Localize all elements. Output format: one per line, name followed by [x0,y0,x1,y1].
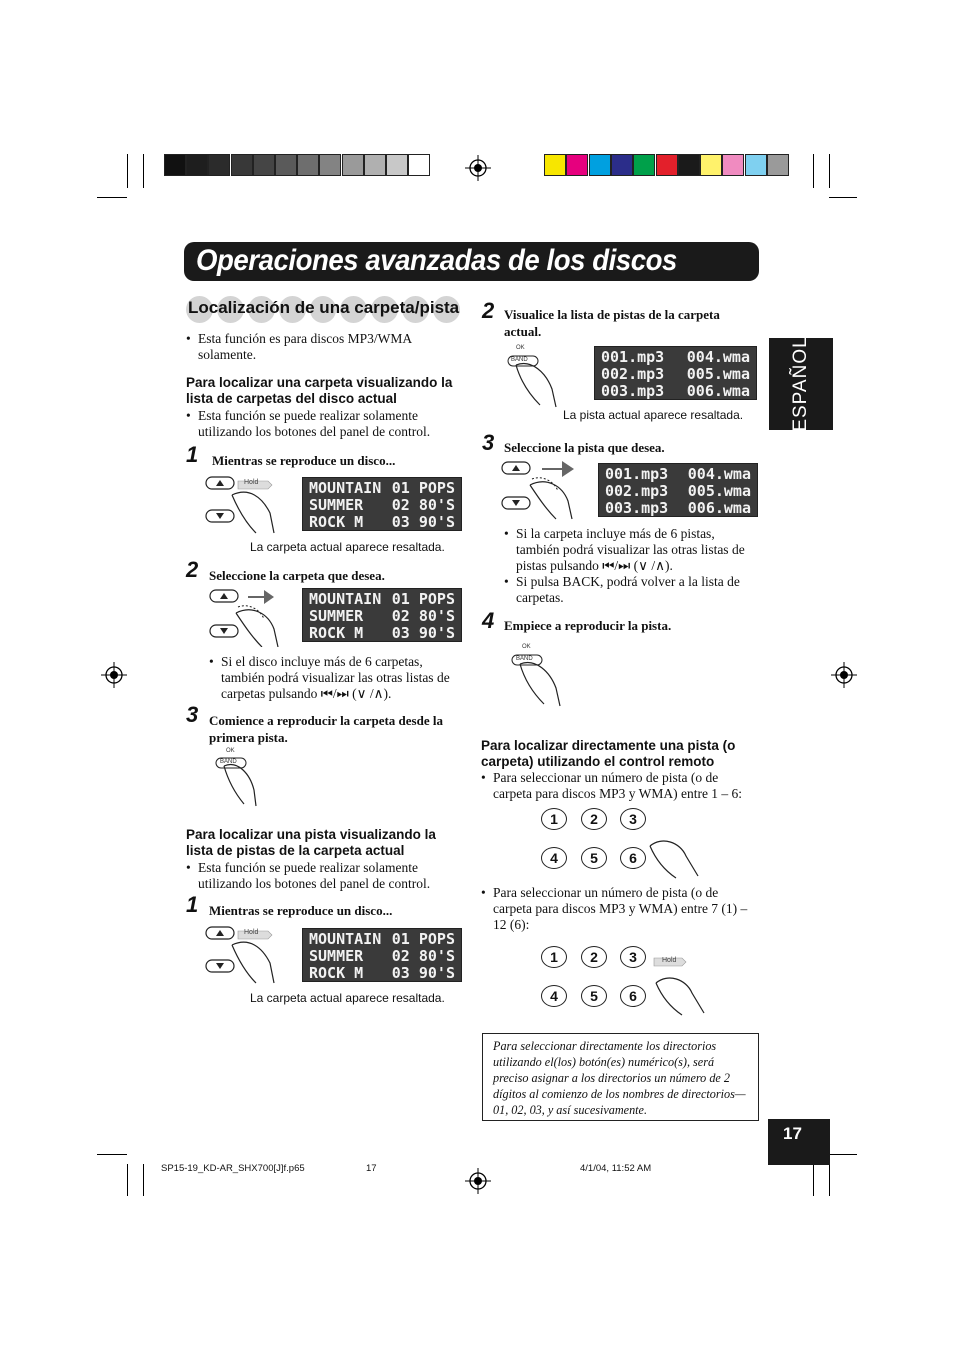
registration-mark-icon [465,155,491,181]
band-button-press-icon [214,746,264,808]
lcd-track-list [598,463,758,517]
footer-filename: SP15-19_KD-AR_SHX700[J]f.p65 [161,1163,305,1174]
remote-key-4: 4 [541,847,567,869]
step-text: Mientras se reproduce un disco... [212,453,396,468]
section-title: Localización de una carpeta/pista [188,298,460,317]
lcd-cell: 02 80'S [391,496,455,514]
ok-label: OK [522,644,531,650]
color-swatch [275,154,297,176]
language-tab [769,338,833,430]
color-swatch [364,154,386,176]
lcd-cell: 002.mp3 [601,365,665,383]
subsection-heading: Para localizar directamente una pista (o carpeta) utilizando el control remoto [481,738,736,769]
subsection-heading: Para localizar una carpeta visualizando la lista de carpetas del disco actual [186,375,453,406]
step-bullet: • Si pulsa BACK, podrá volver a la lista de carpetas. [504,574,740,605]
note-text: Para seleccionar directamente los directorios utilizando el(los) botón(es) numérico(s), será preciso asignar a los directorios un número de 2 dígitos al comienzo de los nombres de directorios—01, 02, 03, y así sucesivamente. [493,1039,746,1117]
hold-label: Hold [244,479,259,486]
step-number: 1 [186,892,199,917]
intro-bullet: • Esta función es para discos MP3/WMA solamente. [186,331,412,362]
step-number: 4 [482,608,495,633]
subsection-heading: Para localizar una pista visualizando la lista de pistas de la carpeta actual [186,827,436,858]
note-box [482,1033,759,1121]
color-swatch [611,154,633,176]
caption: La carpeta actual aparece resaltada. [250,540,445,554]
crop-mark [829,1164,830,1196]
remote-key-6: 6 [620,985,646,1007]
crop-mark [829,197,857,198]
lcd-cell: 001.mp3 [601,348,665,366]
lcd-cell: 005.wma [686,365,750,383]
lcd-cell: ROCK M [309,624,364,642]
crop-mark [829,154,830,188]
select-down-hand-icon [208,585,288,647]
remote-key-3: 3 [620,808,646,830]
remote-key-3: 3 [620,946,646,968]
lcd-folder-list [302,588,462,642]
registration-mark-icon [465,1168,491,1194]
crop-mark [127,154,128,188]
lcd-track-list [594,346,757,400]
color-swatch [297,154,319,176]
subsection-bullet: • Para seleccionar un número de pista (o de carpeta para discos MP3 y WMA) entre 1 – 6: [481,770,743,801]
registration-mark-icon [831,662,857,688]
lcd-cell: ROCK M [309,964,364,982]
lcd-cell: 006.wma [687,499,751,517]
color-swatch [767,154,789,176]
band-label: BAND [220,759,237,765]
lcd-cell: 02 80'S [391,947,455,965]
color-swatch [386,154,408,176]
remote-key-2: 2 [581,946,607,968]
step-number: 2 [186,557,199,582]
hold-label: Hold [244,929,259,936]
crop-mark [127,1164,128,1196]
lcd-folder-list [302,928,462,982]
step-text: Visualice la lista de pistas de la carpeta actual. [504,307,720,339]
crop-mark [813,154,814,188]
step-bullet: • Si el disco incluye más de 6 carpetas, también podrá visualizar las otras listas de carpetas pulsando ⏮/⏭ (∨ /∧). [209,654,450,701]
crop-mark [97,1154,127,1155]
lcd-folder-list [302,477,462,531]
remote-key-4: 4 [541,985,567,1007]
lcd-cell: ROCK M [309,513,364,531]
title-banner [184,242,759,281]
color-swatch [319,154,341,176]
color-swatch [656,154,678,176]
subsection-bullet: • Esta función se puede realizar solamente utilizando los botones del panel de control. [186,860,431,891]
color-swatch [164,154,186,176]
color-swatch [208,154,230,176]
lcd-cell: SUMMER [309,607,364,625]
lcd-cell: 001.mp3 [605,465,669,483]
crop-mark [829,1154,857,1155]
step-number: 1 [186,442,199,467]
ok-label: OK [516,345,525,351]
page-number: 17 [783,1124,802,1143]
color-swatch [253,154,275,176]
band-label: BAND [511,357,528,363]
step-text: Empiece a reproducir la pista. [504,618,672,633]
color-swatch [745,154,767,176]
color-swatch [544,154,566,176]
band-button-press-icon [510,642,570,708]
remote-key-5: 5 [581,847,607,869]
registration-mark-icon [101,662,127,688]
color-swatch [633,154,655,176]
lcd-cell: 01 POPS [391,479,455,497]
lcd-cell: 01 POPS [391,590,455,608]
ok-label: OK [226,748,235,754]
lcd-cell: 002.mp3 [605,482,669,500]
footer-date: 4/1/04, 11:52 AM [580,1163,652,1174]
remote-key-5: 5 [581,985,607,1007]
lcd-cell: 03 90'S [391,624,455,642]
step-number: 3 [482,430,495,455]
lcd-cell: 005.wma [687,482,751,500]
lcd-cell: 003.mp3 [605,499,669,517]
color-swatch [186,154,208,176]
page-number-box [768,1119,830,1165]
lcd-cell: 03 90'S [391,513,455,531]
crop-mark [143,154,144,188]
lcd-cell: 004.wma [686,348,750,366]
color-swatch [408,154,430,176]
hold-label: Hold [662,957,677,964]
color-swatch [566,154,588,176]
footer-page: 17 [366,1163,377,1174]
crop-mark [813,1164,814,1196]
step-text: Seleccione la carpeta que desea. [209,568,385,583]
crop-mark [143,1164,144,1196]
lcd-cell: MOUNTAIN [309,479,382,497]
lcd-cell: 006.wma [686,382,750,400]
step-number: 3 [186,702,199,727]
subsection-bullet: • Esta función se puede realizar solamente utilizando los botones del panel de control. [186,408,431,439]
remote-key-6: 6 [620,847,646,869]
lcd-cell: MOUNTAIN [309,590,382,608]
remote-key-1: 1 [541,808,567,830]
lcd-cell: SUMMER [309,947,364,965]
band-button-press-icon [506,343,566,409]
lcd-cell: 004.wma [687,465,751,483]
crop-mark [97,197,127,198]
lcd-cell: 01 POPS [391,930,455,948]
color-swatch [231,154,253,176]
color-swatch [342,154,364,176]
lcd-cell: SUMMER [309,496,364,514]
caption: La pista actual aparece resaltada. [563,408,744,422]
finger-press-icon [648,832,702,880]
step-text: Mientras se reproduce un disco... [209,903,393,918]
color-swatch [722,154,744,176]
remote-key-2: 2 [581,808,607,830]
subsection-bullet: • Para seleccionar un número de pista (o de carpeta para discos MP3 y WMA) entre 7 (1) – 12 (6): [481,885,748,932]
remote-key-1: 1 [541,946,567,968]
caption: La carpeta actual aparece resaltada. [250,991,445,1005]
step-text: Seleccione la pista que desea. [504,440,665,455]
page-title: Operaciones avanzadas de los discos [196,244,677,277]
band-label: BAND [516,656,533,662]
color-swatch [678,154,700,176]
color-swatch [589,154,611,176]
lcd-cell: MOUNTAIN [309,930,382,948]
lcd-cell: 02 80'S [391,607,455,625]
lcd-cell: 003.mp3 [601,382,665,400]
step-number: 2 [482,298,495,323]
step-text: Comience a reproducir la carpeta desde la primera pista. [209,713,443,745]
color-swatch [700,154,722,176]
section-header [186,296,464,324]
finger-hold-icon [652,955,712,1017]
select-down-hand-icon [500,457,590,521]
step-bullet: • Si la carpeta incluye más de 6 pistas, también podrá visualizar las otras listas de pistas pulsando ⏮/⏭ (∨ /∧). [504,526,745,573]
language-label: ESPAÑOL [790,336,811,432]
lcd-cell: 03 90'S [391,964,455,982]
